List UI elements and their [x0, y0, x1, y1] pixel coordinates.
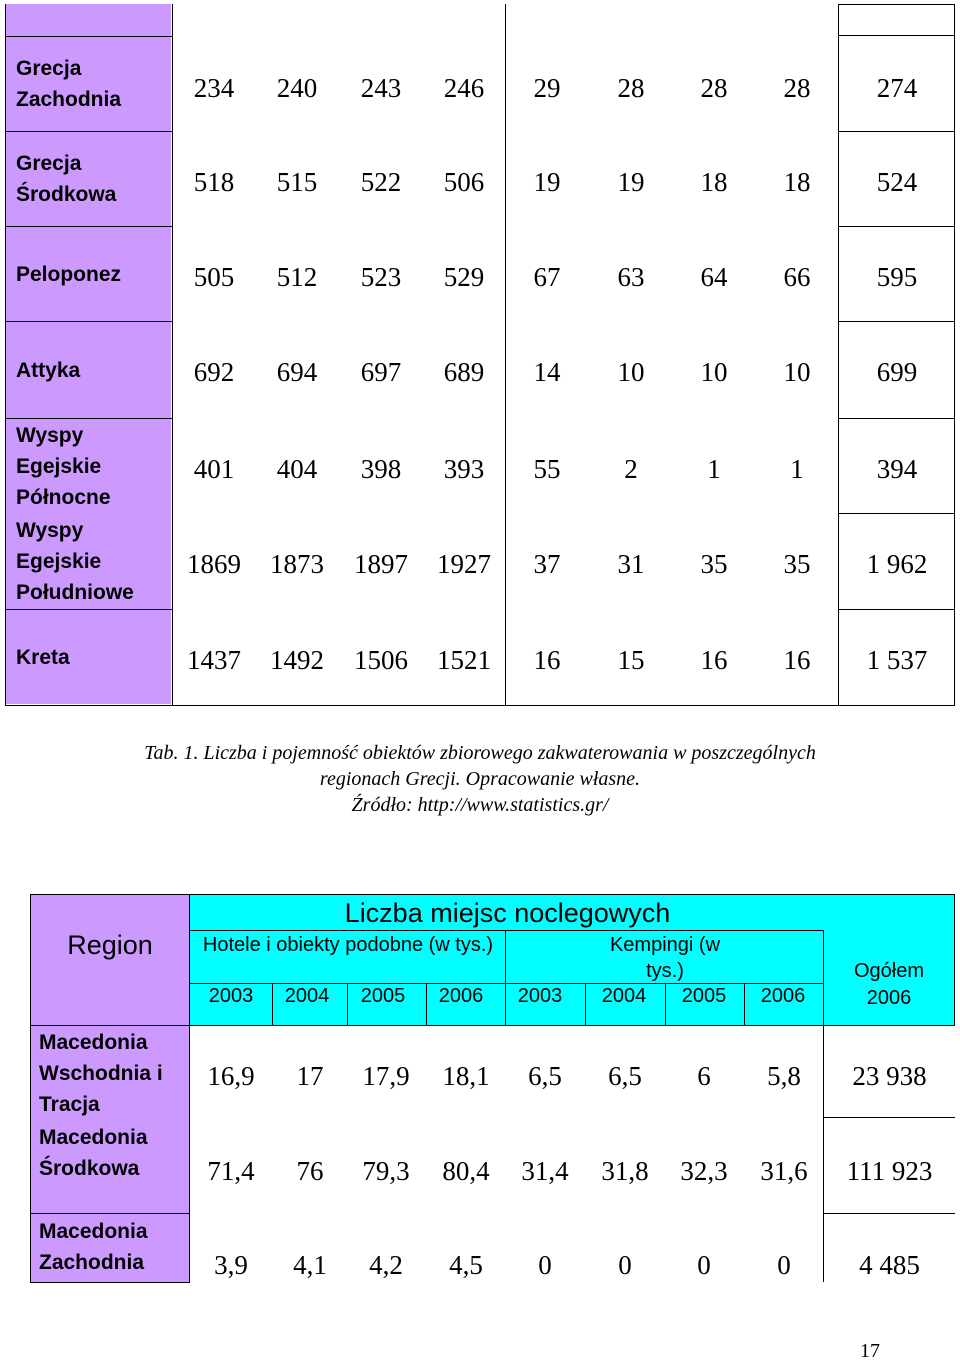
table-cell: 66: [783, 262, 811, 292]
table-cell: 692: [193, 357, 235, 387]
table-cell: 29: [533, 73, 561, 103]
row-divider: [838, 131, 955, 132]
table-cell: 529: [443, 262, 485, 292]
table-cell: 28: [783, 73, 811, 103]
table-cell: 512: [276, 262, 318, 292]
total-header: Ogółem 2006: [853, 960, 925, 1009]
year-header: 2003: [208, 985, 254, 1007]
table-cell: 518: [193, 167, 235, 197]
table-cell: 71,4: [207, 1156, 255, 1186]
year-header: 2006: [438, 985, 484, 1007]
total-cell: 111 923: [846, 1156, 933, 1186]
total-cell: 4 485: [859, 1250, 920, 1280]
year-header: 2003: [517, 985, 563, 1007]
table-cell: 246: [443, 73, 485, 103]
table-border: [5, 705, 955, 706]
region-label: Wyspy Egejskie Południowe: [16, 519, 134, 604]
table-cell: 4,5: [449, 1250, 483, 1280]
table-cell: 2: [624, 454, 638, 484]
year-header: 2004: [601, 985, 647, 1007]
table-cell: 16: [533, 645, 561, 675]
region-label: Peloponez: [16, 262, 122, 286]
table-cell: 6,5: [528, 1061, 562, 1091]
table-cell: 595: [876, 262, 918, 292]
table-cell: 243: [360, 73, 402, 103]
region-label: Macedonia Wschodnia i Tracja: [39, 1031, 163, 1116]
table-cell: 16,9: [207, 1061, 255, 1091]
table-border: [954, 4, 955, 705]
table-source: Źródło: http://www.statistics.gr/: [351, 794, 609, 816]
row-divider: [838, 4, 955, 5]
row-divider: [838, 418, 955, 419]
year-header: 2005: [360, 985, 406, 1007]
table-cell: 18,1: [442, 1061, 490, 1091]
region-label: Grecja Zachodnia: [16, 57, 122, 111]
table-cell: 16: [700, 645, 728, 675]
row-divider: [838, 35, 955, 36]
row-divider: [838, 609, 955, 610]
table-cell: 17,9: [362, 1061, 410, 1091]
table-cell: 35: [783, 549, 811, 579]
table-cell: 0: [697, 1250, 711, 1280]
table-cell: 67: [533, 262, 561, 292]
year-header: 2005: [681, 985, 727, 1007]
table-cell: 79,3: [362, 1156, 410, 1186]
column-divider: [505, 930, 506, 1025]
region-label: Macedonia Zachodnia: [39, 1220, 148, 1274]
table-cell: 28: [700, 73, 728, 103]
table-cell: 63: [617, 262, 645, 292]
table-cell: 522: [360, 167, 402, 197]
table-cell: 4,1: [293, 1250, 327, 1280]
table-caption: regionach Grecji. Opracowanie własne.: [319, 768, 641, 790]
row-divider: [838, 513, 955, 514]
year-header: 2004: [284, 985, 330, 1007]
table-cell: 3,9: [214, 1250, 248, 1280]
table-cell: 10: [617, 357, 645, 387]
table-cell: 234: [193, 73, 235, 103]
table-cell: 0: [777, 1250, 791, 1280]
region-label: Attyka: [16, 358, 81, 382]
table-cell: 31,8: [601, 1156, 649, 1186]
table-cell: 18: [700, 167, 728, 197]
table-cell: 1873: [270, 549, 324, 579]
table-cell: 1492: [270, 645, 324, 675]
row-divider: [824, 1213, 955, 1214]
row-divider: [838, 226, 955, 227]
table-cell: 1: [790, 454, 804, 484]
page-number: 17: [860, 1340, 880, 1362]
table-cell: 506: [443, 167, 485, 197]
table-cell: 515: [276, 167, 318, 197]
table-cell: 31,4: [521, 1156, 569, 1186]
table-cell: 274: [876, 73, 918, 103]
table-cell: 240: [276, 73, 318, 103]
table-cell: 10: [783, 357, 811, 387]
table-cell: 16: [783, 645, 811, 675]
table-cell: 19: [617, 167, 645, 197]
table-cell: 10: [700, 357, 728, 387]
row-divider: [30, 1025, 955, 1026]
table-cell: 0: [618, 1250, 632, 1280]
table-caption: Tab. 1. Liczba i pojemność obiektów zbiorowego zakwaterowania w poszczególnych: [144, 742, 816, 764]
table-cell: 1927: [437, 549, 491, 579]
row-divider: [838, 321, 955, 322]
table-cell: 699: [876, 357, 918, 387]
table-cell: 1437: [187, 645, 241, 675]
table-cell: 394: [876, 454, 918, 484]
table-cell: 0: [538, 1250, 552, 1280]
row-divider: [824, 1117, 955, 1118]
table-cell: 80,4: [442, 1156, 490, 1186]
region-label: Macedonia Środkowa: [39, 1126, 148, 1180]
hotels-header: Hotele i obiekty podobne (w tys.): [202, 934, 494, 956]
region-label: Wyspy Egejskie Północne: [16, 423, 111, 509]
table-cell: 31,6: [760, 1156, 808, 1186]
region-label: Grecja Środkowa: [16, 152, 117, 206]
table-cell: 31: [617, 549, 645, 579]
table-cell: 697: [360, 357, 402, 387]
year-header: 2006: [760, 985, 806, 1007]
table-cell: 1506: [354, 645, 408, 675]
table-cell: 6,5: [608, 1061, 642, 1091]
table-cell: 523: [360, 262, 402, 292]
table-cell: 14: [533, 357, 561, 387]
table-cell: 15: [617, 645, 645, 675]
table-cell: 17: [296, 1061, 324, 1091]
table-cell: 4,2: [369, 1250, 403, 1280]
table-cell: 6: [697, 1061, 711, 1091]
table-cell: 32,3: [680, 1156, 728, 1186]
column-divider: [838, 4, 839, 705]
table-cell: 689: [443, 357, 485, 387]
table-cell: 5,8: [767, 1061, 801, 1091]
table-cell: 404: [276, 454, 318, 484]
table-cell: 55: [533, 454, 561, 484]
table-border: [30, 1282, 190, 1283]
campings-header: Kempingi (w tys.): [609, 934, 721, 982]
region-label: Kreta: [16, 646, 70, 669]
table-cell: 393: [443, 454, 485, 484]
table-cell: 35: [700, 549, 728, 579]
total-cell: 23 938: [852, 1061, 927, 1091]
table-cell: 505: [193, 262, 235, 292]
main-header: Liczba miejsc noclegowych: [344, 898, 671, 928]
column-divider: [505, 4, 506, 705]
row-divider: [30, 1213, 190, 1214]
table-cell: 76: [296, 1156, 324, 1186]
table-cell: 524: [876, 167, 918, 197]
table-cell: 1897: [354, 549, 408, 579]
region-header: Region: [67, 930, 153, 960]
table-cell: 28: [617, 73, 645, 103]
table-cell: 1: [707, 454, 721, 484]
table-cell: 1 962: [866, 549, 928, 579]
table-cell: 37: [533, 549, 561, 579]
table-cell: 1521: [437, 645, 491, 675]
table-cell: 398: [360, 454, 402, 484]
table-cell: 1869: [187, 549, 241, 579]
table-cell: 694: [276, 357, 318, 387]
column-divider: [172, 4, 173, 705]
table-cell: 19: [533, 167, 561, 197]
table-cell: 1 537: [866, 645, 928, 675]
table-cell: 401: [193, 454, 235, 484]
table-cell: 18: [783, 167, 811, 197]
table-cell: 64: [700, 262, 728, 292]
